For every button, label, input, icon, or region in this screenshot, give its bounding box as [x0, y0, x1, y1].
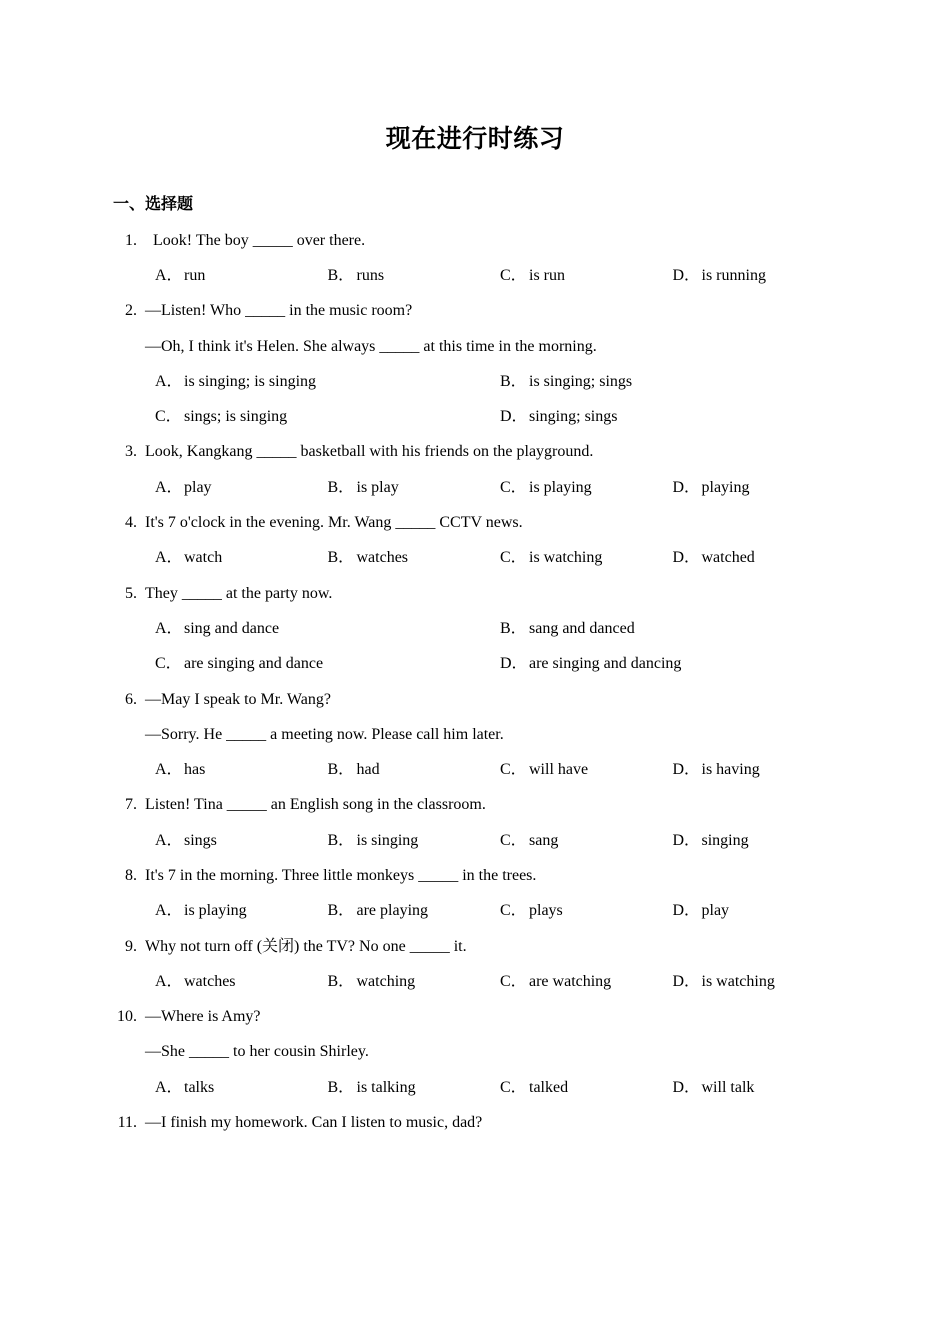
option-d	[673, 1070, 846, 1105]
option-label: D．	[672, 761, 701, 779]
option-d	[500, 646, 845, 681]
option-list	[155, 364, 845, 435]
option-text: runs	[356, 266, 385, 284]
option-text: is playing	[529, 478, 592, 496]
option-a	[155, 893, 328, 928]
option-text: will have	[529, 761, 589, 779]
question-line	[113, 505, 893, 540]
question-number: 6.	[125, 690, 137, 708]
option-text: is watching	[529, 549, 603, 567]
question-line	[113, 223, 893, 258]
option-d	[673, 540, 846, 575]
question-text: Look! The boy _____ over there.	[153, 231, 366, 249]
option-label: D．	[500, 655, 528, 673]
question-number: 4.	[125, 514, 137, 532]
question-text: It's 7 in the morning. Three little monkeys _____ in the trees.	[145, 866, 537, 884]
option-label: A．	[155, 549, 183, 567]
option-b	[500, 364, 845, 399]
option-text: are singing and dance	[184, 655, 324, 673]
question-line	[113, 1105, 893, 1140]
option-label: A．	[155, 372, 183, 390]
option-list	[155, 470, 845, 505]
option-text: singing; sings	[529, 408, 618, 426]
question-number: 11.	[117, 1114, 137, 1132]
question-line	[113, 717, 893, 752]
option-text: plays	[529, 902, 563, 920]
option-text: play	[184, 478, 212, 496]
question-text: Listen! Tina _____ an English song in the classroom.	[145, 796, 486, 814]
option-text: are watching	[529, 972, 612, 990]
option-c	[500, 258, 673, 293]
option-text: sang and danced	[529, 619, 635, 637]
question-line	[113, 858, 893, 893]
question-list	[113, 223, 893, 1141]
option-a	[155, 470, 328, 505]
option-text: are playing	[356, 902, 429, 920]
option-b	[328, 823, 501, 858]
section-multiple-choice	[113, 187, 893, 1140]
option-text: is having	[701, 761, 760, 779]
option-label: A．	[155, 972, 183, 990]
option-c	[500, 823, 673, 858]
option-text: sang	[529, 831, 559, 849]
option-text: had	[356, 761, 380, 779]
option-b	[328, 470, 501, 505]
question-text: —I finish my homework. Can I listen to music, dad?	[145, 1114, 483, 1132]
option-label: B．	[500, 619, 527, 637]
option-label: C．	[155, 655, 182, 673]
option-label: C．	[500, 972, 527, 990]
section-heading: 一、选择题	[113, 196, 194, 214]
option-text: is singing; is singing	[184, 372, 317, 390]
option-a	[155, 540, 328, 575]
option-text: is talking	[356, 1078, 416, 1096]
option-a	[155, 823, 328, 858]
option-b	[500, 611, 845, 646]
option-a	[155, 964, 328, 999]
option-text: has	[184, 761, 206, 779]
option-a	[155, 1070, 328, 1105]
option-label: D．	[672, 478, 701, 496]
question-number: 8.	[125, 866, 137, 884]
option-text: watch	[184, 549, 223, 567]
question-text: —Where is Amy?	[145, 1008, 261, 1026]
question-number: 2.	[125, 302, 137, 320]
option-text: sing and dance	[184, 619, 280, 637]
option-a	[155, 258, 328, 293]
option-label: A．	[155, 831, 183, 849]
option-label: D．	[672, 902, 701, 920]
option-text: is play	[356, 478, 399, 496]
question-3	[113, 434, 893, 505]
question-line	[113, 576, 893, 611]
option-label: B．	[327, 902, 355, 920]
option-d	[673, 258, 846, 293]
option-label: C．	[500, 549, 527, 567]
question-4	[113, 505, 893, 576]
option-label: A．	[155, 1078, 183, 1096]
question-line	[113, 293, 893, 328]
option-label: D．	[672, 831, 701, 849]
option-b	[328, 752, 501, 787]
question-number: 10.	[117, 1008, 137, 1026]
question-8	[113, 858, 893, 929]
question-line	[113, 787, 893, 822]
option-a	[155, 752, 328, 787]
question-number: 7.	[125, 796, 137, 814]
option-b	[328, 258, 501, 293]
option-text: is watching	[701, 972, 775, 990]
option-label: A．	[155, 902, 183, 920]
option-label: A．	[155, 619, 183, 637]
question-text: Look, Kangkang _____ basketball with his friends on the playground.	[145, 443, 594, 461]
option-label: B．	[327, 831, 355, 849]
option-b	[328, 1070, 501, 1105]
option-d	[673, 752, 846, 787]
option-list	[155, 823, 845, 858]
option-label: A．	[155, 478, 183, 496]
option-text: talked	[529, 1078, 569, 1096]
option-text: playing	[701, 478, 750, 496]
option-label: D．	[672, 549, 701, 567]
option-text: watches	[356, 549, 409, 567]
question-1	[113, 223, 893, 294]
option-c	[500, 752, 673, 787]
option-label: D．	[672, 266, 701, 284]
option-c	[500, 893, 673, 928]
question-text: —Oh, I think it's Helen. She always _____ at this time in the morning.	[145, 337, 597, 355]
question-6	[113, 682, 893, 788]
question-2	[113, 293, 893, 434]
option-label: C．	[500, 831, 527, 849]
option-d	[673, 470, 846, 505]
option-list	[155, 964, 845, 999]
question-line	[113, 329, 893, 364]
question-line	[113, 1034, 893, 1069]
question-text: —Listen! Who _____ in the music room?	[145, 302, 413, 320]
option-text: is singing	[356, 831, 419, 849]
option-label: C．	[500, 266, 527, 284]
question-line	[113, 434, 893, 469]
question-9	[113, 929, 893, 1000]
option-text: is playing	[184, 902, 247, 920]
option-a	[155, 611, 500, 646]
question-text: —She _____ to her cousin Shirley.	[145, 1043, 369, 1061]
option-text: run	[184, 266, 206, 284]
option-c	[155, 399, 500, 434]
option-list	[155, 258, 845, 293]
option-text: is run	[529, 266, 565, 284]
option-text: talks	[184, 1078, 215, 1096]
option-d	[500, 399, 845, 434]
question-text: —Sorry. He _____ a meeting now. Please call him later.	[145, 725, 504, 743]
option-list	[155, 893, 845, 928]
option-c	[500, 540, 673, 575]
option-label: C．	[500, 902, 527, 920]
option-text: is singing; sings	[529, 372, 633, 390]
option-label: B．	[500, 372, 527, 390]
option-label: C．	[500, 761, 527, 779]
question-number: 3.	[125, 443, 137, 461]
option-c	[155, 646, 500, 681]
option-list	[155, 752, 845, 787]
option-text: sings	[184, 831, 217, 849]
question-5	[113, 576, 893, 682]
option-text: watching	[356, 972, 416, 990]
question-number: 5.	[125, 584, 137, 602]
option-text: watched	[701, 549, 755, 567]
option-c	[500, 964, 673, 999]
question-7	[113, 787, 893, 858]
option-text: will talk	[701, 1078, 755, 1096]
option-label: B．	[327, 549, 355, 567]
option-text: watches	[184, 972, 236, 990]
option-label: C．	[500, 1078, 527, 1096]
question-line	[113, 682, 893, 717]
option-label: A．	[155, 266, 183, 284]
option-label: B．	[327, 478, 355, 496]
option-label: B．	[327, 266, 355, 284]
option-label: D．	[672, 972, 701, 990]
option-label: C．	[155, 408, 182, 426]
option-c	[500, 1070, 673, 1105]
option-a	[155, 364, 500, 399]
question-text: —May I speak to Mr. Wang?	[145, 690, 331, 708]
option-list	[155, 1070, 845, 1105]
question-11	[113, 1105, 893, 1140]
option-b	[328, 964, 501, 999]
option-text: is running	[701, 266, 766, 284]
option-b	[328, 893, 501, 928]
question-number: 1.	[125, 231, 137, 249]
page-title: 现在进行时练习	[385, 126, 565, 153]
option-d	[673, 823, 846, 858]
option-label: B．	[327, 1078, 355, 1096]
option-text: play	[701, 902, 730, 920]
option-label: D．	[672, 1078, 701, 1096]
question-number: 9.	[125, 937, 137, 955]
option-b	[328, 540, 501, 575]
option-list	[155, 611, 845, 682]
question-line	[113, 929, 893, 964]
option-c	[500, 470, 673, 505]
question-line	[113, 999, 893, 1034]
option-label: D．	[500, 408, 528, 426]
option-text: singing	[701, 831, 749, 849]
option-label: B．	[327, 761, 355, 779]
option-label: C．	[500, 478, 527, 496]
option-d	[673, 964, 846, 999]
question-10	[113, 999, 893, 1105]
option-list	[155, 540, 845, 575]
question-text: They _____ at the party now.	[145, 584, 333, 602]
option-d	[673, 893, 846, 928]
option-text: sings; is singing	[184, 408, 288, 426]
option-label: A．	[155, 761, 183, 779]
question-text: It's 7 o'clock in the evening. Mr. Wang _____ CCTV news.	[145, 514, 523, 532]
option-label: B．	[327, 972, 355, 990]
option-text: are singing and dancing	[529, 655, 682, 673]
question-text: Why not turn off (关闭) the TV? No one _____ it.	[145, 937, 467, 955]
